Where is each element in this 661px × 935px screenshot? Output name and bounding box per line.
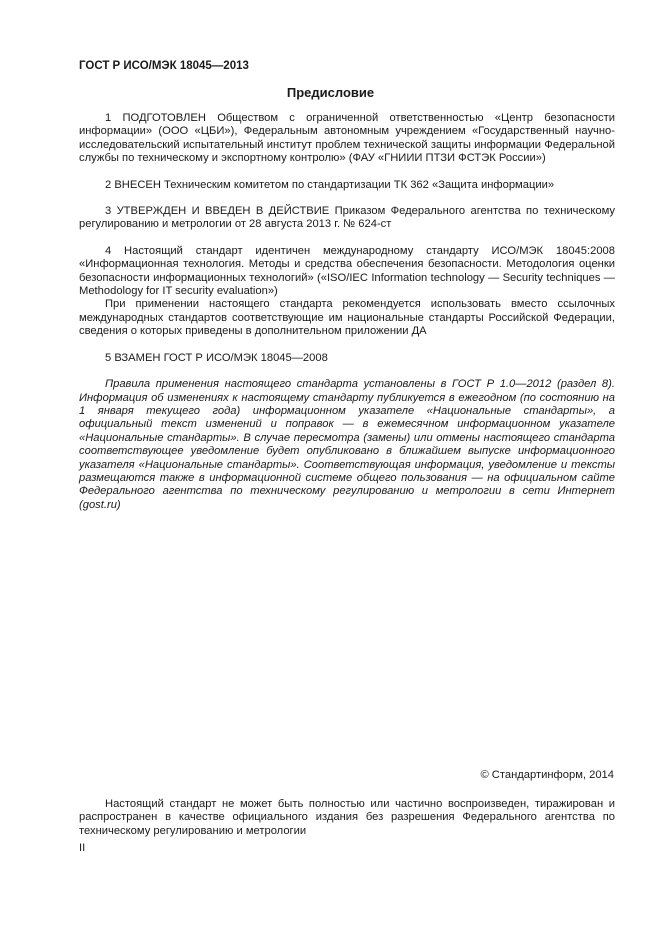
document-code: ГОСТ Р ИСО/МЭК 18045—2013	[79, 60, 249, 72]
paragraph-references: При применении настоящего стандарта рекомендуется использовать вместо ссылочных международных стандартов соответствующие им национальные стандарты Российской Федерации, сведения о которых приведены в дополнительном приложении ДА	[79, 298, 615, 338]
reproduction-notice: Настоящий стандарт не может быть полностью или частично воспроизведен, тиражирован и распространен в качестве официального издания без разрешения Федерального агентства по техническому регулированию и метрологии	[79, 798, 615, 837]
paragraph-approved: 3 УТВЕРЖДЕН И ВВЕДЕН В ДЕЙСТВИЕ Приказом Федерального агентства по техническому регулированию и метрологии от 28 августа 2013 г. № 624-ст	[79, 205, 615, 231]
paragraph-replaces: 5 ВЗАМЕН ГОСТ Р ИСО/МЭК 18045—2008	[105, 351, 328, 364]
paragraph-application-rules: Правила применения настоящего стандарта установлены в ГОСТ Р 1.0—2012 (раздел 8). Информация об изменениях к настоящему стандарту публикуется в ежегодном (по состоянию на 1 января текущего года) информационном указателе «Национальные стандарты», а официальный текст изменений и поправок — в ежемесячном информационном указателе «Национальные стандарты». В случае пересмотра (замены) или отмены настоящего стандарта соответствующее уведомление будет опубликовано в ближайшем выпуске информационного указателя «Национальные стандарты». Соответствующая информация, уведомление и тексты размещаются также в информационной системе общего пользования — на официальном сайте Федерального агентства по техническому регулированию и метрологии в сети Интернет (gost.ru)	[79, 378, 615, 511]
foreword-body	[79, 112, 615, 512]
page-number: II	[79, 842, 86, 854]
paragraph-introduced: 2 ВНЕСЕН Техническим комитетом по стандартизации ТК 362 «Защита информации»	[105, 178, 555, 191]
paragraph-prepared: 1 ПОДГОТОВЛЕН Обществом с ограниченной ответственностью «Центр безопасности информации» (ООО «ЦБИ»), Федеральным автономным учреждением «Государственный научно-исследовательский испытательный институт проблем технической защиты информации Федеральной службы по техническому и экспортному контролю» (ФАУ «ГНИИИ ПТЗИ ФСТЭК России»)	[79, 112, 615, 165]
paragraph-identical: 4 Настоящий стандарт идентичен международному стандарту ИСО/МЭК 18045:2008 «Информационная технология. Методы и средства обеспечения безопасности. Методология оценки безопасности информационных технологий» («ISO/IEC Information technology — Security techniques — Methodology for IT security evaluation»)	[79, 244, 615, 298]
page-title: Предисловие	[286, 85, 375, 100]
copyright-notice: © Стандартинформ, 2014	[480, 769, 614, 781]
